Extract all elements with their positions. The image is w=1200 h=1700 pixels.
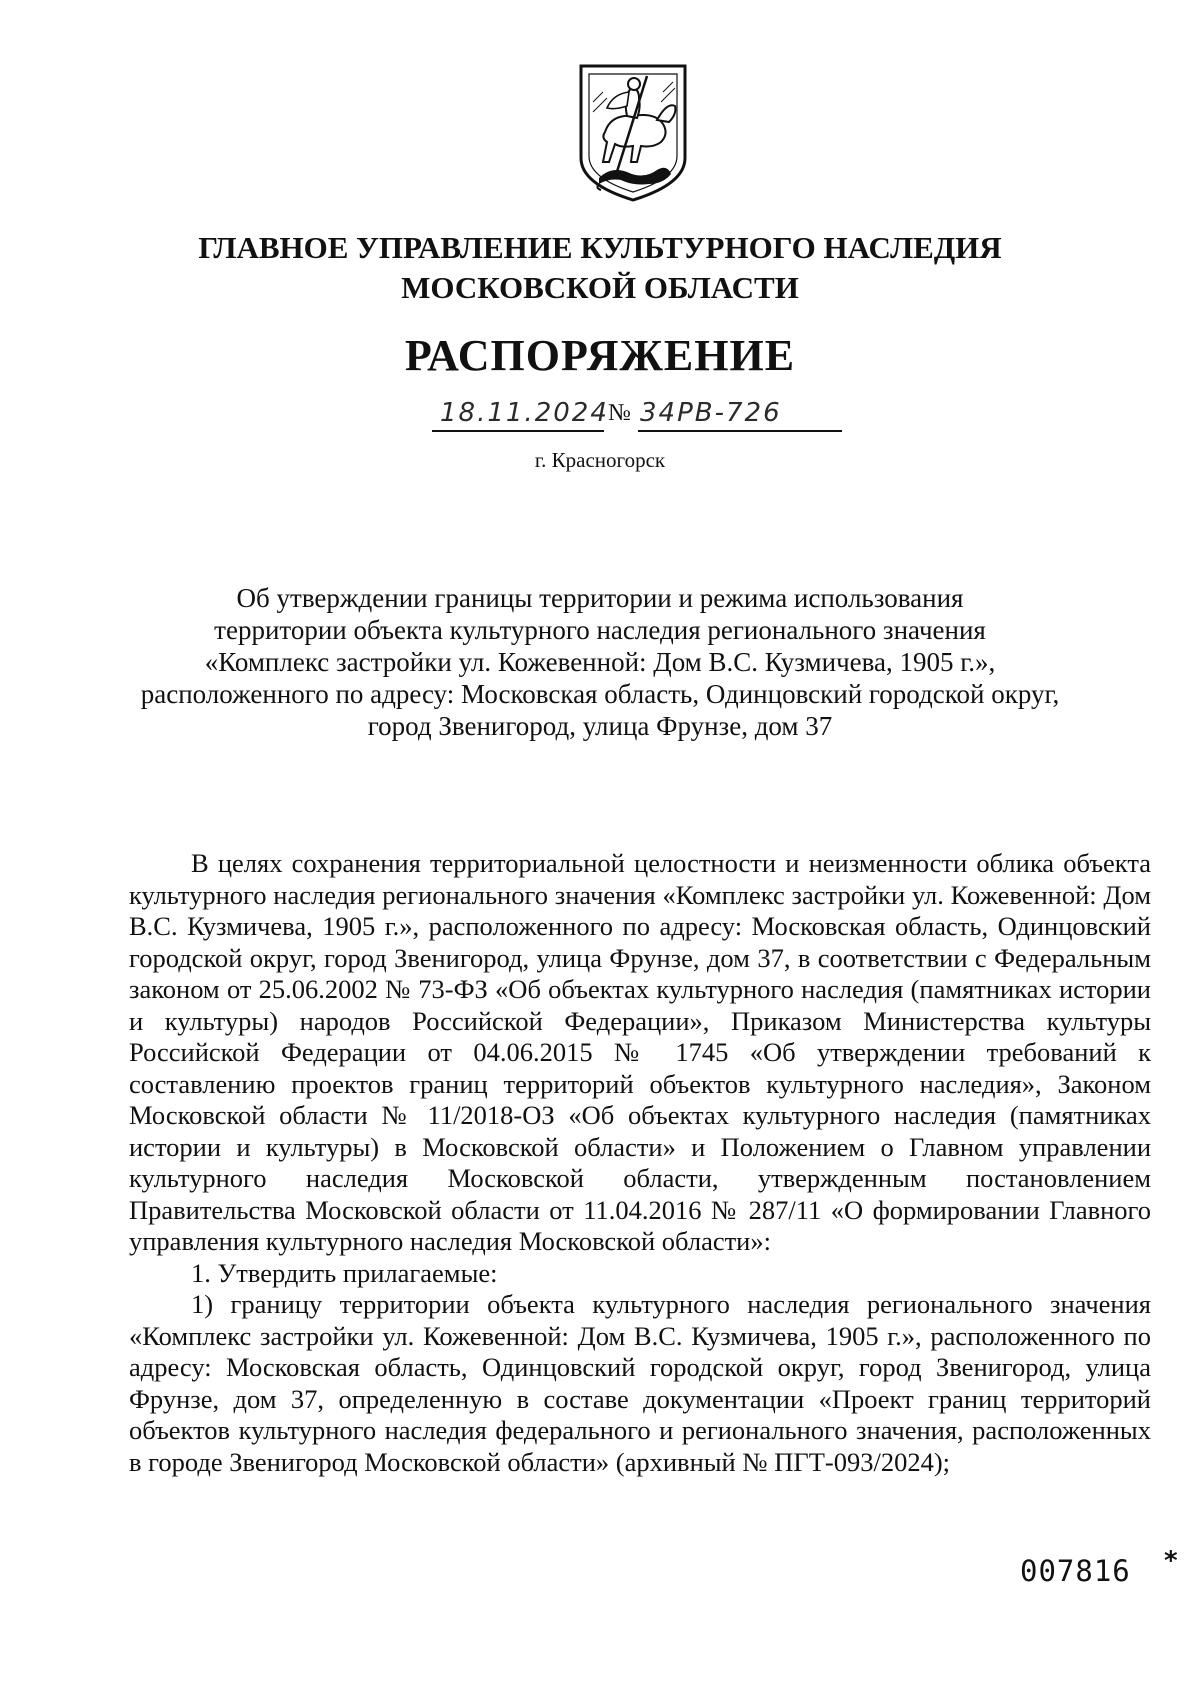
document-body (129, 848, 1151, 1478)
subject-line: территории объекта культурного наследия регионального значения (214, 615, 986, 645)
moscow-oblast-coat-of-arms-icon (577, 62, 689, 202)
document-serial-number: 007816 (1020, 1554, 1131, 1588)
subject-line: «Комплекс застройки ул. Кожевенной: Дом В.С. Кузмичева, 1905 г.», (204, 647, 996, 677)
subject-line: расположенного по адресу: Московская область, Одинцовский городской округ, (140, 679, 1060, 709)
organization-name-line-1: ГЛАВНОЕ УПРАВЛЕНИЕ КУЛЬТУРНОГО НАСЛЕДИЯ (198, 230, 1002, 265)
number-underline (638, 430, 842, 432)
date-underline (432, 430, 604, 432)
document-subject (100, 582, 1100, 742)
document-type-title: РАСПОРЯЖЕНИЕ (404, 331, 796, 380)
document-date: 18.11.2024 (440, 398, 609, 428)
date-and-number-line (432, 396, 842, 436)
organization-name (0, 228, 1200, 308)
subject-line: город Звенигород, улица Фрунзе, дом 37 (367, 711, 833, 741)
asterisk-mark: * (1164, 1546, 1178, 1576)
document-number: 34РВ-726 (640, 398, 782, 428)
clause-1-subitem-1: 1) границу территории объекта культурного наследия регионального значения «Комплекс застройки ул. Кожевенной: Дом В.С. Кузмичева, 1905 г.», расположенного по адресу: Московская область, Одинцовский городской округ, город Звенигород, улица Фрунзе, дом 37, определенную в составе документации «Проект границ территорий объектов культурного наследия федерального и регионального значения, расположенных в городе Звенигород Московской области» (архивный № ПГТ-093/2024); (129, 1289, 1151, 1477)
preamble-paragraph: В целях сохранения территориальной целостности и неизменности облика объекта культурного наследия регионального значения «Комплекс застройки ул. Кожевенной: Дом В.С. Кузмичева, 1905 г.», расположенного по адресу: Московская область, Одинцовский городской округ, город Звенигород, улица Фрунзе, дом 37, в соответствии с Федеральным законом от 25.06.2002 № 73-ФЗ «Об объектах культурного наследия (памятниках истории и культуры) народов Российской Федерации», Приказом Министерства культуры Российской Федерации от 04.06.2015 № 1745 «Об утверждении требований к составлению проектов границ территорий объектов культурного наследия», Законом Московской области № 11/2018-ОЗ «Об объектах культурного наследия (памятниках истории и культуры) в Московской области» и Положением о Главном управлении культурного наследия Московской области, утвержденным постановлением Правительства Московской области от 11.04.2016 № 287/11 «О формировании Главного управления культурного наследия Московской области»: (129, 848, 1151, 1256)
number-sign: № (608, 400, 631, 426)
issue-city: г. Красногорск (534, 448, 666, 472)
clause-1: 1. Утвердить прилагаемые: (191, 1257, 498, 1288)
organization-name-line-2: МОСКОВСКОЙ ОБЛАСТИ (401, 270, 799, 305)
subject-line: Об утверждении границы территории и режима использования (236, 583, 964, 613)
